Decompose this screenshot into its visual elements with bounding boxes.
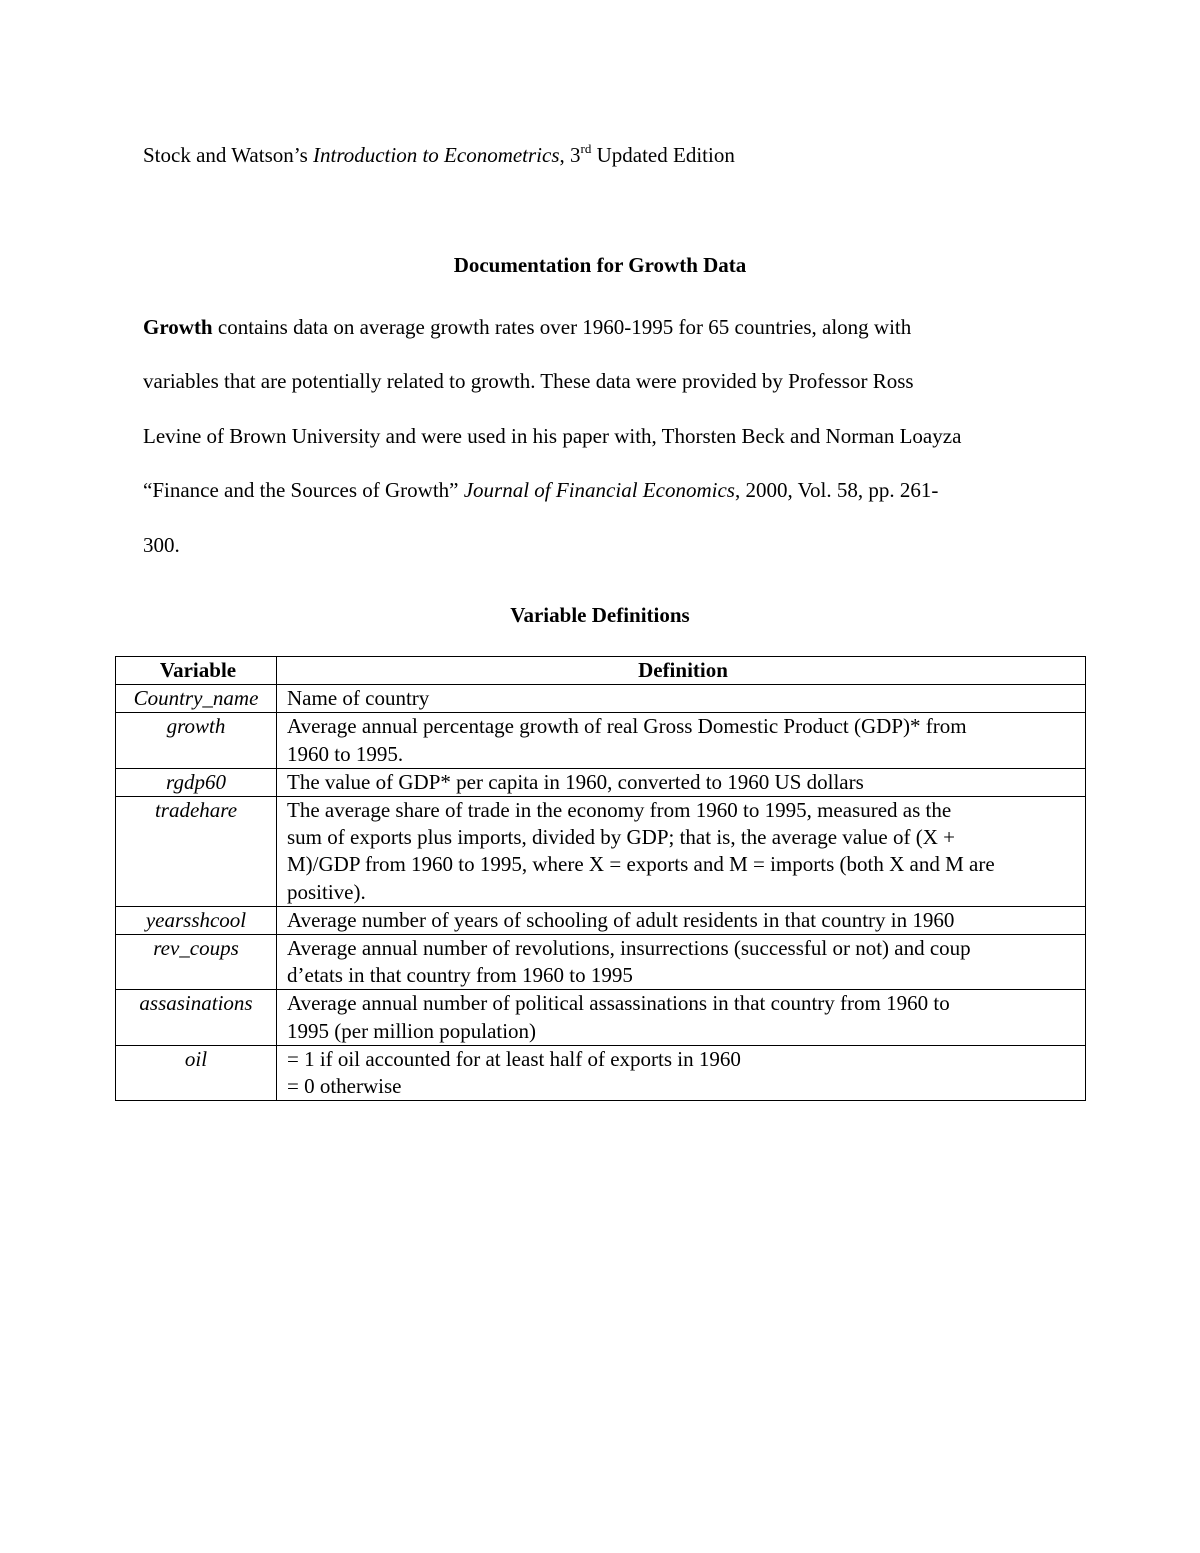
variable-name: yearsshcool [116, 906, 277, 934]
table-row [116, 990, 1086, 1045]
intro-line-2: variables that are potentially related to growth. These data were provided by Professor Ross [143, 369, 914, 394]
intro-line-4: “Finance and the Sources of Growth” Journal of Financial Economics, 2000, Vol. 58, pp. 261- [143, 478, 939, 503]
definition-line: = 0 otherwise [287, 1074, 402, 1099]
table-row [116, 906, 1086, 934]
edition-number: , 3 [559, 143, 581, 167]
variable-definition [277, 906, 1086, 934]
variable-definition [277, 685, 1086, 713]
variable-name: Country_name [116, 685, 277, 713]
variable-name: oil [116, 1045, 277, 1100]
table-row [116, 768, 1086, 796]
variable-definition [277, 768, 1086, 796]
definition-line: positive). [287, 879, 366, 904]
definition-line: = 1 if oil accounted for at least half of exports in 1960 [287, 1046, 741, 1071]
edition-text: Updated Edition [591, 143, 735, 167]
table-body [116, 685, 1086, 1101]
definition-line: 1960 to 1995. [287, 741, 404, 766]
variable-name: assasinations [116, 990, 277, 1045]
definition-line: The value of GDP* per capita in 1960, converted to 1960 US dollars [287, 769, 864, 794]
table-header-row [116, 657, 1086, 685]
journal-title: Journal of Financial Economics [463, 478, 735, 503]
intro-line-1: Growth contains data on average growth rates over 1960-1995 for 65 countries, along with [143, 315, 912, 339]
edition-suffix: rd [580, 141, 592, 156]
dataset-name: Growth [143, 315, 213, 339]
definition-line: 1995 (per million population) [287, 1018, 537, 1043]
intro-line-3: Levine of Brown University and were used in his paper with, Thorsten Beck and Norman Loayza [143, 423, 962, 448]
variable-definition [277, 713, 1086, 768]
book-title: Introduction to Econometrics [313, 143, 560, 167]
document-title: Documentation for Growth Data [453, 253, 747, 277]
header-variable: Variable [116, 657, 277, 685]
intro-paragraph [143, 300, 1073, 572]
definition-line: d’etats in that country from 1960 to 1995 [287, 963, 633, 988]
table-row [116, 1045, 1086, 1100]
intro-line-5: 300. [143, 532, 180, 557]
variable-name: growth [116, 713, 277, 768]
variable-name: tradehare [116, 797, 277, 907]
book-reference-line [143, 140, 735, 170]
table-row [116, 797, 1086, 907]
table-row [116, 935, 1086, 990]
variable-definition [277, 935, 1086, 990]
authors-text: Stock and Watson’s [143, 143, 313, 167]
variable-definitions-table [115, 656, 1086, 1101]
header-definition: Definition [277, 657, 1086, 685]
definition-line: Average annual percentage growth of real Gross Domestic Product (GDP)* from [287, 714, 967, 739]
definition-line: M)/GDP from 1960 to 1995, where X = exports and M = imports (both X and M are [287, 852, 995, 877]
variable-definition [277, 797, 1086, 907]
variable-definition [277, 1045, 1086, 1100]
definition-line: Name of country [287, 686, 430, 711]
definition-line: Average annual number of revolutions, insurrections (successful or not) and coup [287, 936, 971, 961]
variable-name: rev_coups [116, 935, 277, 990]
definition-line: Average number of years of schooling of adult residents in that country in 1960 [287, 907, 955, 932]
table-row [116, 713, 1086, 768]
variable-definition [277, 990, 1086, 1045]
variable-name: rgdp60 [116, 768, 277, 796]
definition-line: Average annual number of political assassinations in that country from 1960 to [287, 991, 950, 1016]
section-title: Variable Definitions [510, 603, 690, 627]
definition-line: sum of exports plus imports, divided by GDP; that is, the average value of (X + [287, 825, 955, 850]
table-row [116, 685, 1086, 713]
definition-line: The average share of trade in the economy from 1960 to 1995, measured as the [287, 798, 952, 823]
